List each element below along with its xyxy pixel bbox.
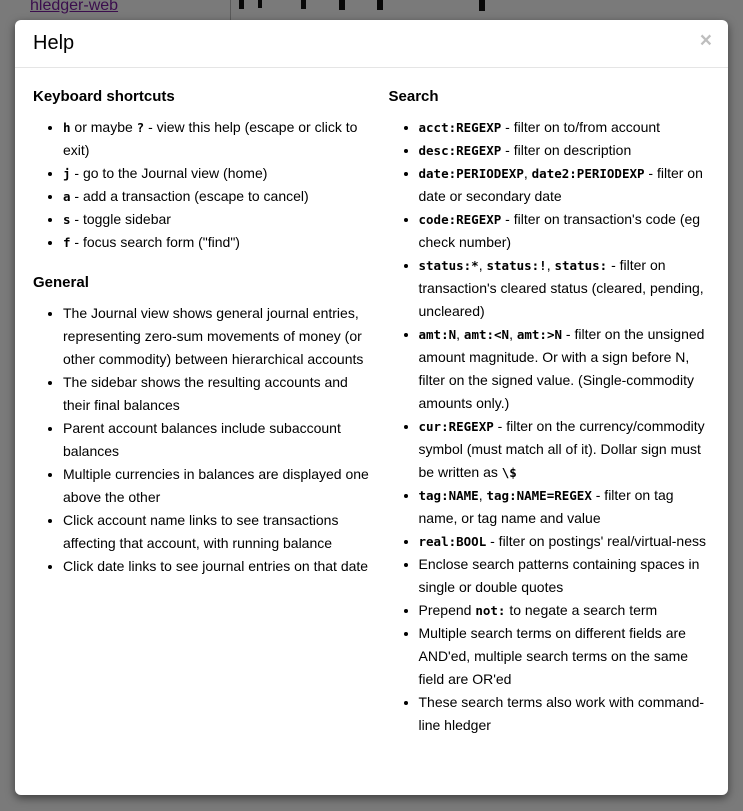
- code-term: a: [63, 189, 71, 204]
- list-item: • j - go to the Journal view (home): [63, 162, 372, 185]
- code-term: real:BOOL: [418, 534, 487, 549]
- code-term: date:PERIODEXP: [418, 166, 524, 181]
- code-term: \$: [501, 465, 517, 480]
- list-item: • Parent account balances include subaccount balances: [63, 417, 372, 463]
- code-term: not:: [475, 603, 506, 618]
- code-term: status:*: [418, 258, 479, 273]
- list-item: • Enclose search patterns containing spaces in single or double quotes: [419, 553, 711, 599]
- general-list: [33, 302, 372, 578]
- code-term: desc:REGEXP: [418, 143, 502, 158]
- code-term: code:REGEXP: [418, 212, 502, 227]
- section-heading-search: Search: [388, 88, 439, 105]
- list-item: • desc:REGEXP - filter on description: [419, 139, 711, 162]
- code-term: amt:N: [418, 327, 457, 342]
- list-item: • h or maybe ? - view this help (escape or click to exit): [63, 116, 372, 162]
- code-term: acct:REGEXP: [418, 120, 502, 135]
- code-term: tag:NAME=REGEX: [486, 488, 592, 503]
- close-icon[interactable]: ×: [696, 28, 716, 53]
- list-item: • status:*, status:!, status: - filter on transaction's cleared status (cleared, pending, uncleared): [419, 254, 711, 323]
- list-item: • Click account name links to see transactions affecting that account, with running balance: [63, 509, 372, 555]
- list-item: • These search terms also work with command-line hledger: [419, 691, 711, 737]
- help-modal: [15, 20, 728, 795]
- list-item: • Multiple currencies in balances are displayed one above the other: [63, 463, 372, 509]
- list-item: • Click date links to see journal entries on that date: [63, 555, 372, 578]
- list-item: • s - toggle sidebar: [63, 208, 372, 231]
- list-item: • f - focus search form ("find"): [63, 231, 372, 254]
- list-item: • real:BOOL - filter on postings' real/virtual-ness: [419, 530, 711, 553]
- list-item: • acct:REGEXP - filter on to/from account: [419, 116, 711, 139]
- modal-header: [15, 20, 728, 68]
- left-column: [33, 68, 372, 588]
- keyboard-shortcuts-list: [33, 116, 372, 254]
- code-term: j: [63, 166, 71, 181]
- code-term: h: [63, 120, 71, 135]
- list-item: • cur:REGEXP - filter on the currency/commodity symbol (must match all of it). Dollar sign must be written as \$: [419, 415, 711, 484]
- list-item: • date:PERIODEXP, date2:PERIODEXP - filter on date or secondary date: [419, 162, 711, 208]
- list-item: • a - add a transaction (escape to cancel): [63, 185, 372, 208]
- code-term: date2:PERIODEXP: [531, 166, 645, 181]
- list-item: • tag:NAME, tag:NAME=REGEX - filter on tag name, or tag name and value: [419, 484, 711, 530]
- section-search: [389, 88, 711, 737]
- code-term: amt:>N: [516, 327, 563, 342]
- search-list: [389, 116, 711, 737]
- code-term: cur:REGEXP: [418, 419, 494, 434]
- section-general: [33, 274, 372, 578]
- section-keyboard-shortcuts: [33, 88, 372, 254]
- list-item: • code:REGEXP - filter on transaction's code (eg check number): [419, 208, 711, 254]
- list-item: • The Journal view shows general journal entries, representing zero-sum movements of money (or other commodity) between hierarchical accounts: [63, 302, 372, 371]
- section-heading-general: General: [33, 274, 89, 291]
- list-item: • amt:N, amt:<N, amt:>N - filter on the unsigned amount magnitude. Or with a sign before N, filter on the signed value. (Single-commodity amounts only.): [419, 323, 711, 415]
- code-term: amt:<N: [463, 327, 510, 342]
- modal-body: [15, 68, 728, 767]
- code-term: tag:NAME: [418, 488, 479, 503]
- code-term: status:: [554, 258, 608, 273]
- code-term: f: [63, 235, 71, 250]
- modal-title: Help: [33, 32, 75, 54]
- code-term: status:!: [486, 258, 547, 273]
- section-heading-keyboard-shortcuts: Keyboard shortcuts: [33, 88, 175, 105]
- code-term: ?: [136, 120, 145, 135]
- list-item: • The sidebar shows the resulting accounts and their final balances: [63, 371, 372, 417]
- code-term: s: [63, 212, 71, 227]
- list-item: • Prepend not: to negate a search term: [419, 599, 711, 622]
- right-column: [372, 68, 711, 747]
- list-item: • Multiple search terms on different fields are AND'ed, multiple search terms on the same field are OR'ed: [419, 622, 711, 691]
